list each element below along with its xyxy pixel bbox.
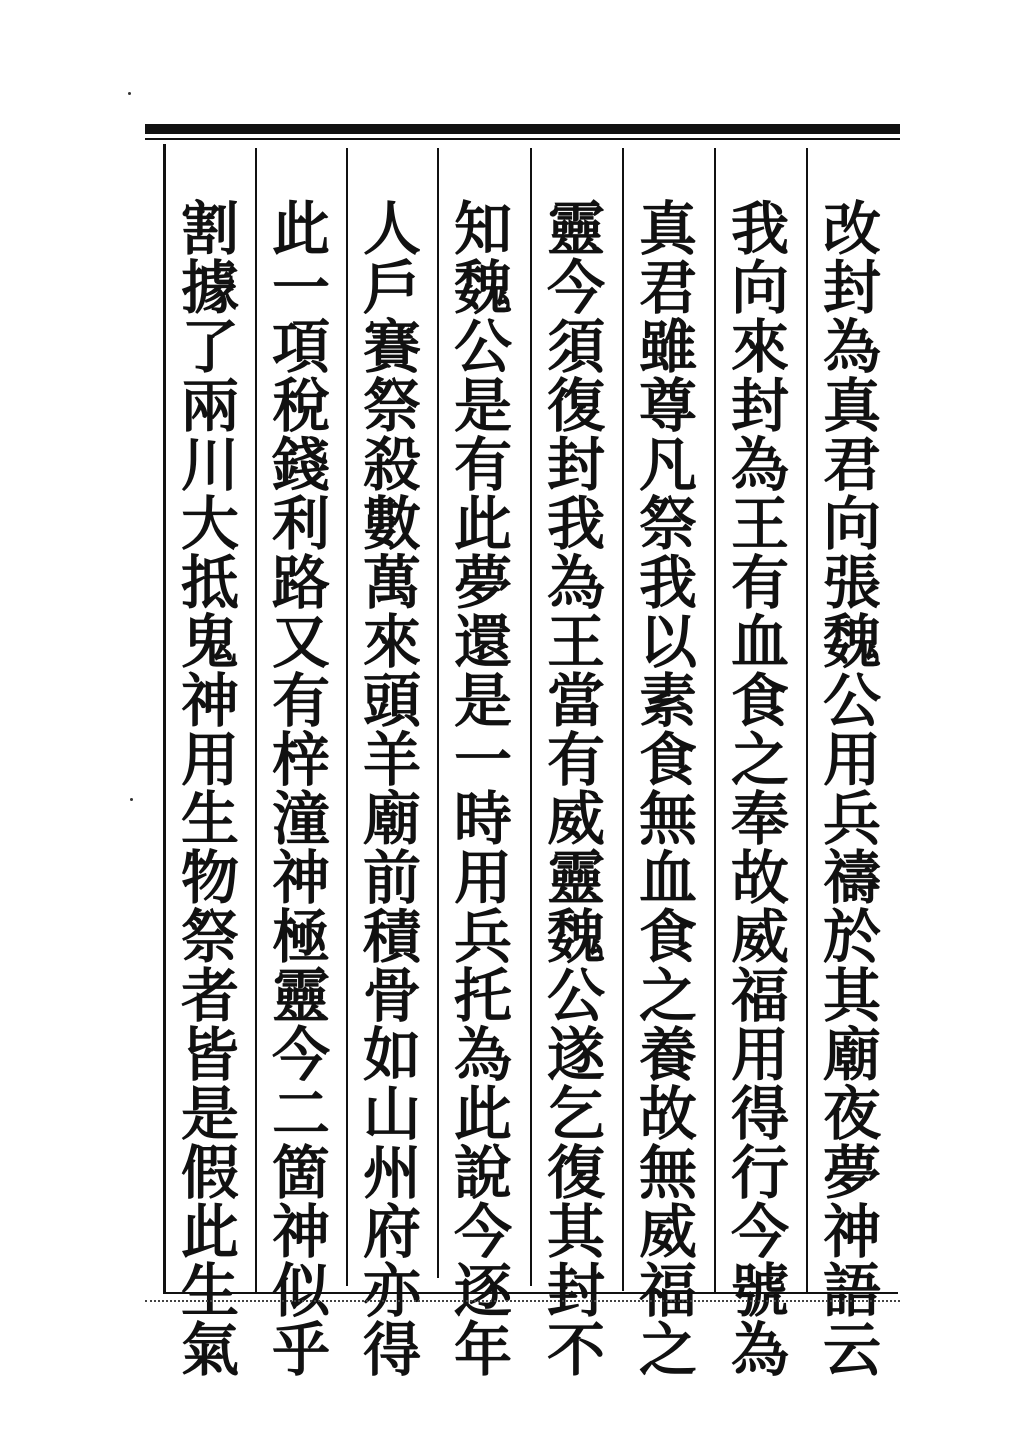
- character: 此: [453, 1080, 512, 1148]
- character: 魏: [546, 903, 605, 971]
- character: 兵: [822, 785, 881, 853]
- character: 我: [546, 490, 605, 558]
- character: 川: [180, 431, 239, 499]
- character: 為: [546, 549, 605, 617]
- character: 殺: [362, 431, 421, 499]
- character: 養: [638, 1021, 697, 1089]
- character: 托: [453, 962, 512, 1030]
- character: 禱: [822, 844, 881, 912]
- character: 無: [638, 785, 697, 853]
- character: 了: [180, 313, 239, 381]
- character: 血: [730, 608, 789, 676]
- character: 割: [180, 195, 239, 263]
- character: 路: [271, 549, 330, 617]
- character: 君: [638, 254, 697, 322]
- column-divider: [530, 148, 532, 1286]
- character: 神: [822, 1198, 881, 1266]
- character: 夢: [822, 1139, 881, 1207]
- character: 於: [822, 903, 881, 971]
- character: 靈: [271, 962, 330, 1030]
- character: 真: [822, 372, 881, 440]
- character: 得: [362, 1316, 421, 1384]
- character: 如: [362, 1021, 421, 1089]
- character: 來: [362, 608, 421, 676]
- character: 是: [453, 667, 512, 735]
- bottom-border: [145, 1300, 900, 1306]
- character: 以: [638, 608, 697, 676]
- character: 前: [362, 844, 421, 912]
- character: 乞: [546, 1080, 605, 1148]
- character: 語: [822, 1257, 881, 1325]
- character: 氣: [180, 1316, 239, 1384]
- character: 來: [730, 313, 789, 381]
- character: 極: [271, 903, 330, 971]
- character: 威: [638, 1198, 697, 1266]
- character: 萬: [362, 549, 421, 617]
- scan-speck: [128, 92, 131, 95]
- character: 改: [822, 195, 881, 263]
- character: 魏: [822, 608, 881, 676]
- character: 雖: [638, 313, 697, 381]
- character: 遂: [546, 1021, 605, 1089]
- character: 真: [638, 195, 697, 263]
- character: 祭: [180, 903, 239, 971]
- character: 為: [822, 313, 881, 381]
- character: 食: [730, 667, 789, 735]
- scan-speck: [130, 798, 133, 801]
- character: 今: [271, 1021, 330, 1089]
- character: 神: [271, 844, 330, 912]
- character: 是: [453, 372, 512, 440]
- character: 行: [730, 1139, 789, 1207]
- character: 今: [730, 1198, 789, 1266]
- character: 奉: [730, 785, 789, 853]
- character: 人: [362, 195, 421, 263]
- character: 知: [453, 195, 512, 263]
- character: 錢: [271, 431, 330, 499]
- column-divider: [346, 148, 348, 1286]
- character: 食: [638, 903, 697, 971]
- character: 羊: [362, 726, 421, 794]
- character: 是: [180, 1080, 239, 1148]
- top-border-thick: [145, 124, 900, 134]
- character: 向: [730, 254, 789, 322]
- character: 此: [180, 1198, 239, 1266]
- text-column-2: [720, 195, 800, 1384]
- character: 須: [546, 313, 605, 381]
- character: 食: [638, 726, 697, 794]
- character: 廟: [822, 1021, 881, 1089]
- character: 復: [546, 372, 605, 440]
- character: 神: [271, 1198, 330, 1266]
- character: 王: [546, 608, 605, 676]
- column-divider: [806, 148, 808, 1294]
- character: 尊: [638, 372, 697, 440]
- character: 祭: [638, 490, 697, 558]
- character: 者: [180, 962, 239, 1030]
- character: 生: [180, 785, 239, 853]
- character: 抵: [180, 549, 239, 617]
- character: 又: [271, 608, 330, 676]
- character: 乎: [271, 1316, 330, 1384]
- character: 今: [453, 1198, 512, 1266]
- character: 還: [453, 608, 512, 676]
- character: 其: [822, 962, 881, 1030]
- character: 今: [546, 254, 605, 322]
- character: 素: [638, 667, 697, 735]
- character: 據: [180, 254, 239, 322]
- character: 利: [271, 490, 330, 558]
- character: 箇: [271, 1139, 330, 1207]
- character: 生: [180, 1257, 239, 1325]
- text-column-4: [536, 195, 616, 1384]
- character: 有: [453, 431, 512, 499]
- character: 此: [271, 195, 330, 263]
- character: 二: [271, 1080, 330, 1148]
- character: 一: [271, 254, 330, 322]
- character: 山: [362, 1080, 421, 1148]
- character: 之: [730, 726, 789, 794]
- character: 靈: [546, 195, 605, 263]
- character: 故: [638, 1080, 697, 1148]
- character: 張: [822, 549, 881, 617]
- character: 大: [180, 490, 239, 558]
- character: 假: [180, 1139, 239, 1207]
- character: 兩: [180, 372, 239, 440]
- character: 公: [546, 962, 605, 1030]
- character: 用: [453, 844, 512, 912]
- text-column-3: [628, 195, 708, 1384]
- character: 威: [730, 903, 789, 971]
- character: 當: [546, 667, 605, 735]
- character: 得: [730, 1080, 789, 1148]
- character: 皆: [180, 1021, 239, 1089]
- top-border-thin: [145, 138, 900, 140]
- character: 其: [546, 1198, 605, 1266]
- character: 鬼: [180, 608, 239, 676]
- column-divider: [714, 148, 716, 1294]
- character: 我: [638, 549, 697, 617]
- character: 不: [546, 1316, 605, 1384]
- character: 用: [180, 726, 239, 794]
- character: 公: [822, 667, 881, 735]
- character: 為: [453, 1021, 512, 1089]
- character: 福: [638, 1257, 697, 1325]
- character: 封: [546, 1257, 605, 1325]
- character: 戶: [362, 254, 421, 322]
- character: 數: [362, 490, 421, 558]
- text-column-1: [812, 195, 892, 1384]
- text-column-6: [352, 195, 432, 1384]
- column-divider: [437, 148, 439, 1278]
- character: 之: [638, 1316, 697, 1384]
- character: 有: [271, 667, 330, 735]
- character: 封: [822, 254, 881, 322]
- character: 有: [546, 726, 605, 794]
- character: 無: [638, 1139, 697, 1207]
- column-divider: [255, 148, 257, 1293]
- text-column-7: [261, 195, 341, 1384]
- character: 府: [362, 1198, 421, 1266]
- character: 君: [822, 431, 881, 499]
- character: 為: [730, 431, 789, 499]
- character: 說: [453, 1139, 512, 1207]
- character: 項: [271, 313, 330, 381]
- character: 物: [180, 844, 239, 912]
- character: 之: [638, 962, 697, 1030]
- character: 血: [638, 844, 697, 912]
- character: 有: [730, 549, 789, 617]
- character: 王: [730, 490, 789, 558]
- character: 云: [822, 1316, 881, 1384]
- character: 封: [546, 431, 605, 499]
- character: 公: [453, 313, 512, 381]
- character: 用: [730, 1021, 789, 1089]
- character: 逐: [453, 1257, 512, 1325]
- character: 兵: [453, 903, 512, 971]
- character: 稅: [271, 372, 330, 440]
- character: 向: [822, 490, 881, 558]
- character: 時: [453, 785, 512, 853]
- character: 賽: [362, 313, 421, 381]
- character: 州: [362, 1139, 421, 1207]
- character: 復: [546, 1139, 605, 1207]
- character: 為: [730, 1316, 789, 1384]
- character: 號: [730, 1257, 789, 1325]
- character: 封: [730, 372, 789, 440]
- column-divider: [622, 148, 624, 1291]
- character: 潼: [271, 785, 330, 853]
- character: 神: [180, 667, 239, 735]
- character: 凡: [638, 431, 697, 499]
- character: 夜: [822, 1080, 881, 1148]
- character: 威: [546, 785, 605, 853]
- character: 魏: [453, 254, 512, 322]
- character: 頭: [362, 667, 421, 735]
- text-column-8: [170, 195, 250, 1384]
- character: 此: [453, 490, 512, 558]
- character: 年: [453, 1316, 512, 1384]
- character: 故: [730, 844, 789, 912]
- character: 廟: [362, 785, 421, 853]
- text-column-5: [443, 195, 523, 1384]
- character: 似: [271, 1257, 330, 1325]
- character: 一: [453, 726, 512, 794]
- character: 我: [730, 195, 789, 263]
- character: 福: [730, 962, 789, 1030]
- character: 骨: [362, 962, 421, 1030]
- character: 亦: [362, 1257, 421, 1325]
- character: 用: [822, 726, 881, 794]
- character: 夢: [453, 549, 512, 617]
- character: 積: [362, 903, 421, 971]
- character: 靈: [546, 844, 605, 912]
- character: 梓: [271, 726, 330, 794]
- character: 祭: [362, 372, 421, 440]
